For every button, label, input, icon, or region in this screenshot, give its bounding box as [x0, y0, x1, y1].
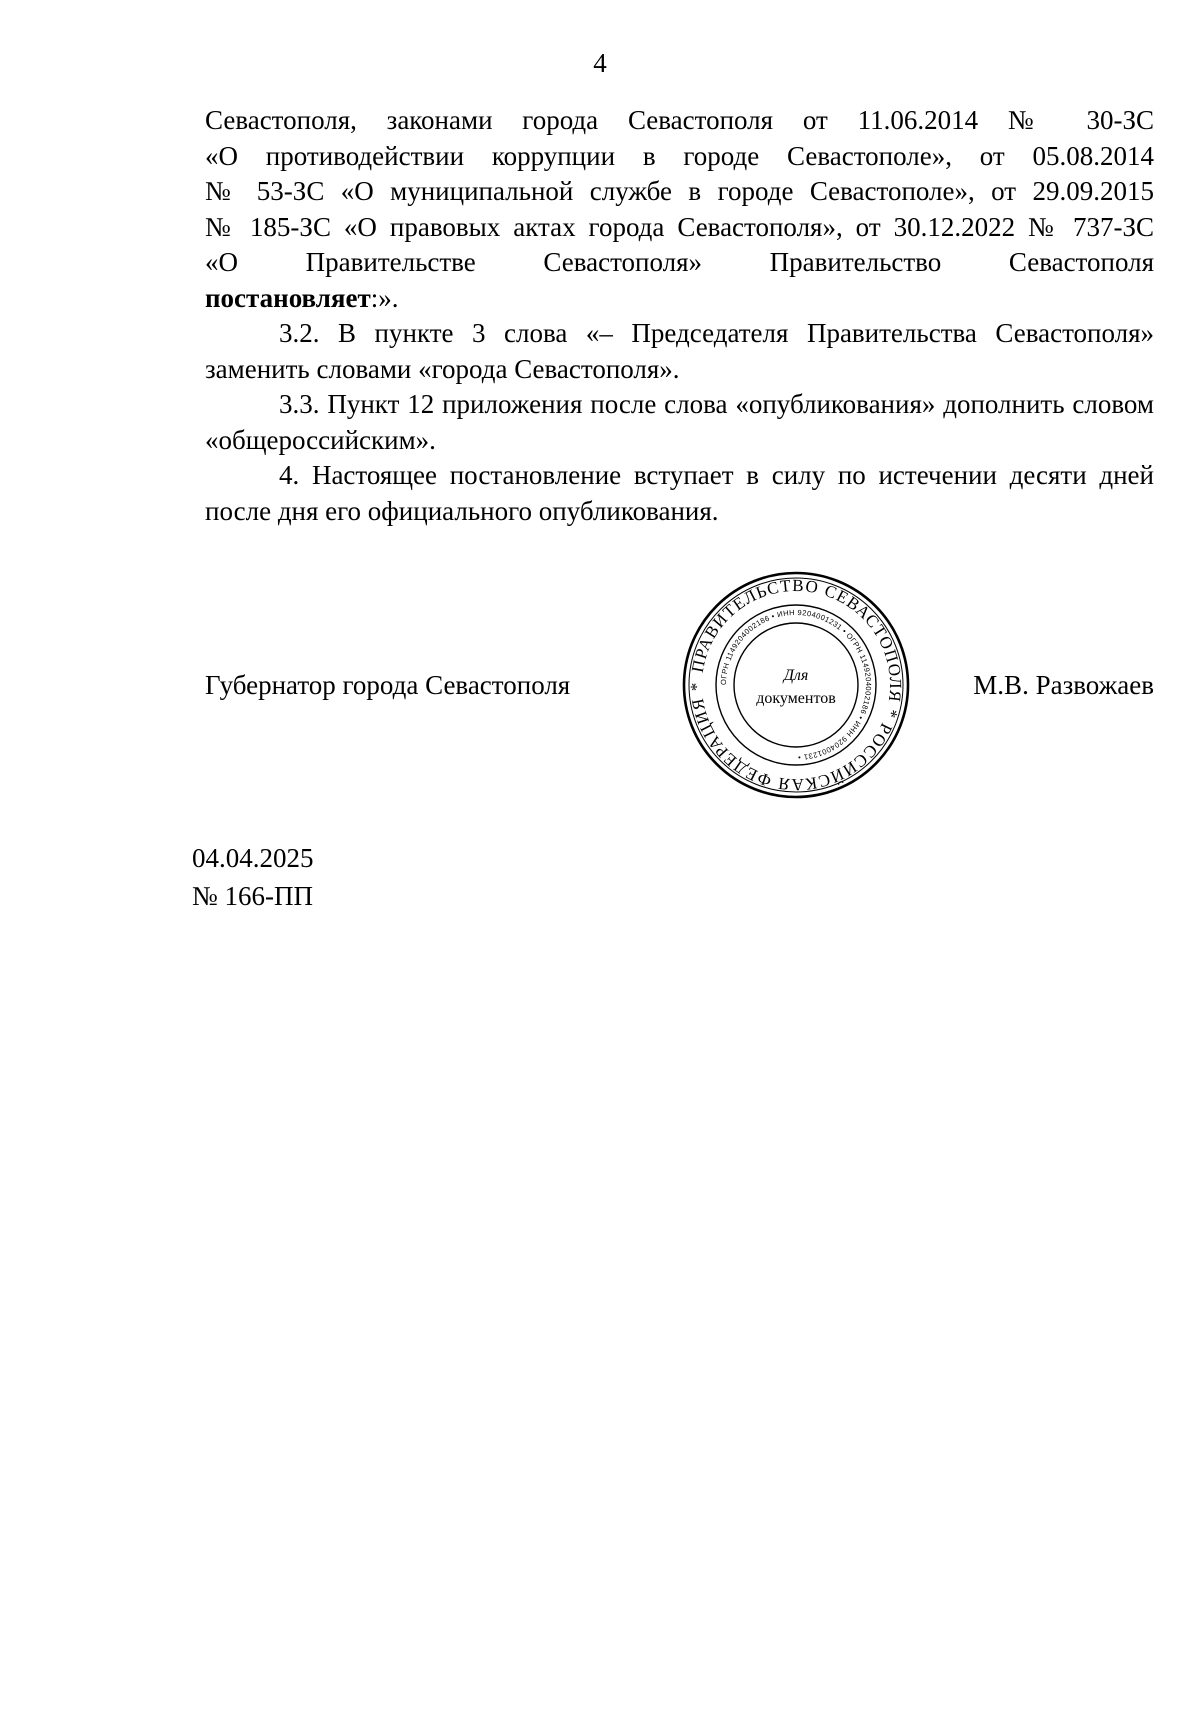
signatory-name: М.В. Развожаев — [973, 670, 1154, 700]
seal-inner-textpath: ОГРН 1149204002186 • ИНН 9204001231 • ОГРН 1149204002186 • ИНН 9204001231 • — [718, 607, 874, 763]
text-line: № 185-ЗС «О правовых актах города Севастополя», от 30.12.2022 № 737-ЗС — [205, 211, 1154, 242]
document-body — [205, 103, 1154, 529]
paragraph-3-2: 3.2. В пункте 3 слова «– Председателя Правительства Севастополя» заменить словами «города Севастополя». — [205, 318, 1154, 384]
text-line: Севастополя, законами города Севастополя от 11.06.2014 № 30-ЗС — [205, 105, 1154, 135]
seal-outer-textpath: ПРАВИТЕЛЬСТВО СЕВАСТОПОЛЯ * РОССИЙСКАЯ ФЕДЕРАЦИЯ * — [686, 575, 906, 795]
document-number: № 166-ПП — [192, 881, 313, 911]
text-line-last — [205, 283, 399, 313]
paragraph-3-3: 3.3. Пункт 12 приложения после слова «опубликования» дополнить словом «общероссийским». — [205, 389, 1154, 455]
signatory-position: Губернатор города Севастополя — [205, 670, 571, 700]
text-line: № 53-ЗС «О муниципальной службе в городе Севастополе», от 29.09.2015 — [205, 176, 1154, 206]
document-date: 04.04.2025 — [192, 843, 314, 873]
official-seal — [676, 565, 916, 805]
document-details — [192, 839, 314, 915]
paragraph-4: 4. Настоящее постановление вступает в силу по истечении десяти дней после дня его официального опубликования. — [205, 460, 1154, 526]
seal-center-line-2: документов — [756, 690, 836, 707]
seal-graphic — [676, 565, 916, 805]
seal-inner-text — [719, 608, 873, 762]
text-line: «О Правительстве Севастополя» Правительство Севастополя — [205, 247, 1154, 277]
resolves-word: постановляет — [205, 282, 371, 313]
resolves-tail: :». — [370, 282, 399, 313]
paragraph-continuation — [205, 103, 1154, 316]
page-number: 4 — [593, 48, 607, 78]
text-line: «О противодействии коррупции в городе Севастополе», от 05.08.2014 — [205, 140, 1154, 171]
seal-center-line-1: Для — [783, 667, 809, 684]
